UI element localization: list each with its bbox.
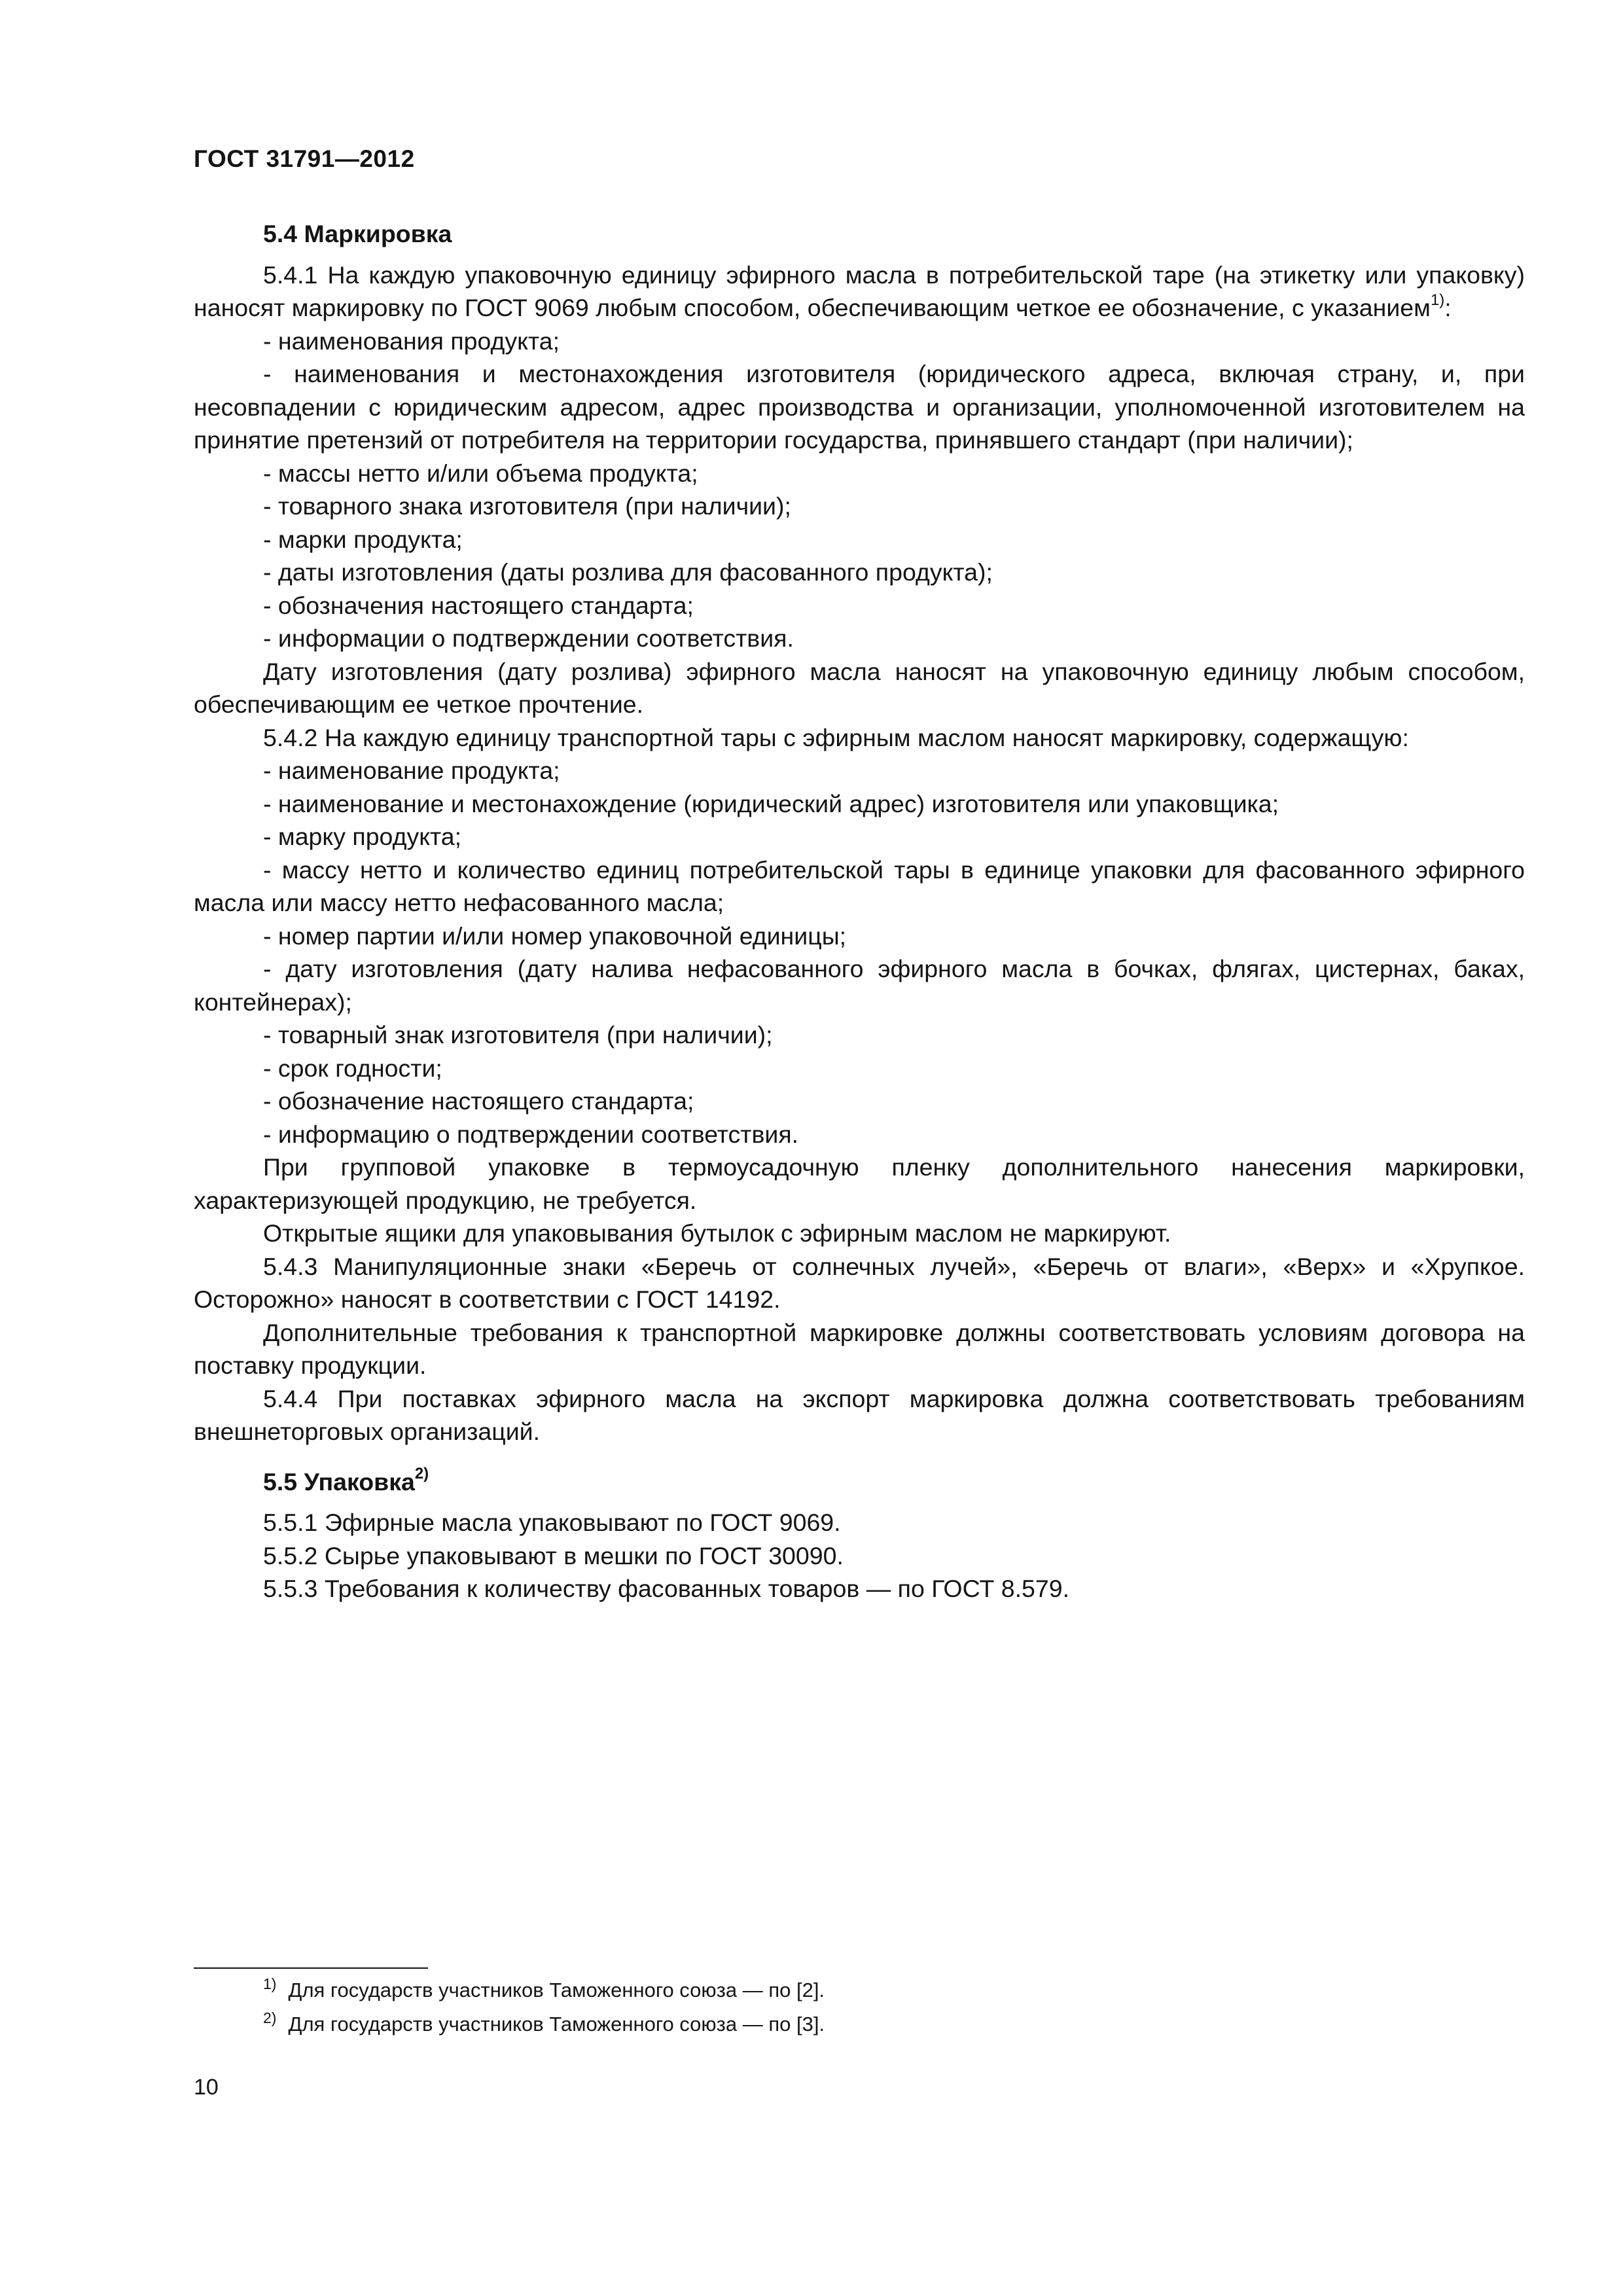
footnote-2 — [194, 2008, 1525, 2042]
page-number: 10 — [194, 2075, 219, 2100]
document-code-header: ГОСТ 31791—2012 — [194, 145, 415, 172]
footnote-1-text: Для государств участников Таможенного союза — по [2]. — [288, 1979, 825, 2001]
paragraph-5-4-1-tail: : — [1444, 294, 1452, 321]
list-item: - наименования продукта; — [263, 327, 560, 355]
footnote-2-text: Для государств участников Таможенного союза — по [3]. — [288, 2013, 825, 2036]
list-item: - массы нетто и/или объема продукта; — [263, 459, 698, 487]
list-item: - марки продукта; — [263, 525, 463, 553]
footnote-2-mark: 2) — [263, 2009, 277, 2026]
section-5-4-title: 5.4 Маркировка — [263, 220, 452, 247]
paragraph-5-5-1: 5.5.1 Эфирные масла упаковывают по ГОСТ 9069. — [263, 1509, 841, 1536]
list-item: - марку продукта; — [263, 823, 462, 850]
footnote-ref-1[interactable]: 1) — [1430, 291, 1445, 309]
paragraph-date: Дату изготовления (дату розлива) эфирного масла наносят на упаковочную единицу любым способом, обеспечивающим ее четкое прочтение. — [194, 657, 1525, 718]
paragraph-5-5-3: 5.5.3 Требования к количеству фасованных товаров — по ГОСТ 8.579. — [263, 1575, 1070, 1602]
list-item: - товарного знака изготовителя (при наличии); — [263, 492, 791, 520]
footnote-1-mark: 1) — [263, 1975, 277, 1992]
document-body — [194, 217, 1525, 1605]
footnote-1 — [194, 1974, 1525, 2008]
section-5-5-title-text: 5.5 Упаковка — [263, 1467, 415, 1496]
paragraph-5-4-1-text: 5.4.1 На каждую упаковочную единицу эфирного масла в потребительской таре (на этикетку или упаковку) наносят маркировку по ГОСТ 9069 любым способом, обеспечивающим четкое ее обозначение, с указанием — [194, 260, 1525, 321]
list-item: - обозначение настоящего стандарта; — [263, 1087, 694, 1115]
list-item: - срок годности; — [263, 1054, 442, 1082]
footnote-divider — [194, 1967, 428, 1969]
list-item: - наименование и местонахождение (юридический адрес) изготовителя или упаковщика; — [263, 789, 1279, 817]
list-item: - номер партии и/или номер упаковочной единицы; — [263, 922, 847, 950]
list-item: - дату изготовления (дату налива нефасованного эфирного масла в бочках, флягах, цистернах, баках, контейнерах); — [194, 955, 1525, 1016]
section-5-5-title — [194, 1465, 1525, 1499]
footnote-ref-2[interactable]: 2) — [414, 1465, 429, 1482]
paragraph-5-4-1 — [194, 259, 1525, 325]
paragraph-additional-requirements: Дополнительные требования к транспортной маркировке должны соответствовать условиям договора на поставку продукции. — [194, 1318, 1525, 1379]
list-item: - наименования и местонахождения изготовителя (юридического адреса, включая страну, и, при несовпадении с юридическим адресом, адрес производства и организации, уполномоченной изготовителем на принятие претензий от потребителя на территории государства, принявшего стандарт (при наличии); — [194, 360, 1525, 454]
paragraph-5-4-3: 5.4.3 Манипуляционные знаки «Беречь от солнечных лучей», «Беречь от влаги», «Верх» и «Хрупкое. Осторожно» наносят в соответствии с ГОСТ 14192. — [194, 1252, 1525, 1313]
paragraph-5-5-2: 5.5.2 Сырье упаковывают в мешки по ГОСТ 30090. — [263, 1541, 844, 1570]
paragraph-group-packaging: При групповой упаковке в термоусадочную пленку дополнительного нанесения маркировки, характеризующей продукцию, не требуется. — [194, 1153, 1525, 1214]
list-item: - информацию о подтверждении соответствия. — [263, 1120, 799, 1148]
list-item: - наименование продукта; — [263, 757, 560, 784]
list-item: - даты изготовления (даты розлива для фасованного продукта); — [263, 558, 993, 586]
list-item: - товарный знак изготовителя (при наличии); — [263, 1021, 773, 1049]
paragraph-5-4-4: 5.4.4 При поставках эфирного масла на экспорт маркировка должна соответствовать требованиям внешнеторговых организаций. — [194, 1384, 1525, 1445]
paragraph-5-4-2: 5.4.2 На каждую единицу транспортной тары с эфирным маслом наносят маркировку, содержащую: — [263, 723, 1409, 751]
paragraph-open-boxes: Открытые ящики для упаковывания бутылок с эфирным маслом не маркируют. — [263, 1219, 1171, 1247]
list-item: - информации о подтверждении соответствия. — [263, 624, 794, 652]
list-item: - массу нетто и количество единиц потребительской тары в единице упаковки для фасованного эфирного масла или массу нетто нефасованного масла; — [194, 855, 1525, 916]
list-item: - обозначения настоящего стандарта; — [263, 591, 694, 619]
footnotes — [194, 1974, 1525, 2042]
